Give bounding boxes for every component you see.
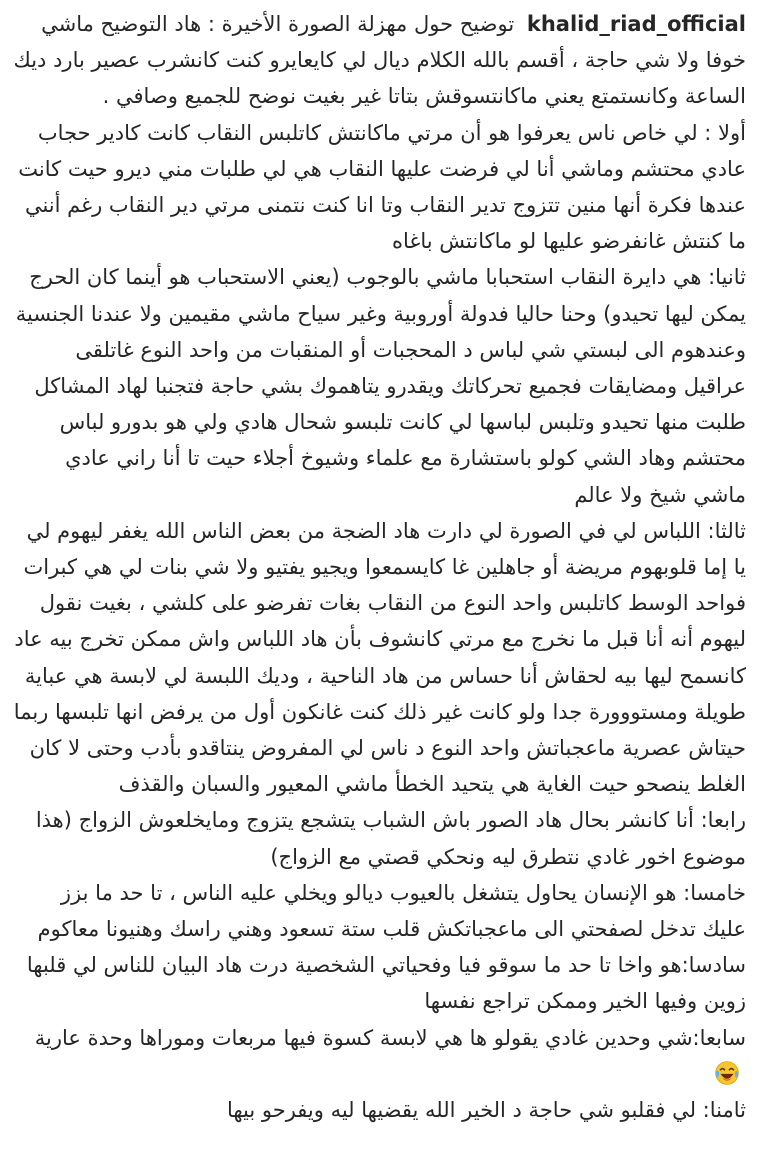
point-seventh: سابعا:شي وحدين غادي يقولو ها هي لابسة كسوة فيها مربعات وموراها وحدة عارية: [34, 1025, 746, 1050]
point-fifth: خامسا: هو الإنسان يحاول يتشغل بالعيوب ديالو ويخلي عليه الناس ، تا حد ما بزز عليك تدخل لصفحتي الى ماعجباتكش قلب ستة تسعود وهني راسك وهنيونا معاكوم: [37, 880, 746, 942]
point-second: ثانيا: هي دايرة النقاب استحبابا ماشي بالوجوب (يعني الاستحباب هو أينما كان الحرج يمكن ليها تحيدو) وحنا حاليا فدولة أوروبية وغير سياح ماشي مقيمين ولا عندنا الجنسية وعندهوم الى لبستي شي لباس د المحجبات أو المنقبات من واحد النوع غاتلقى عراقيل ومضايقات فجميع تحركاتك ويقدرو يتاهموك بشي حاجة فتجنبا لهاد المشاكل طلبت منها تحيدو وتلبس لباسها لي كانت تلبسو شحال هادي ولي هو بدورو لباس محتشم وهاد الشي كولو باستشارة مع علماء وشيوخ أجلاء حيت تا أنا راني عادي ماشي شيخ ولا عالم: [15, 265, 746, 507]
face-with-tears-of-joy-icon: [714, 1060, 740, 1086]
caption-intro: [12, 6, 746, 115]
point-fourth: رابعا: أنا كانشر بحال هاد الصور باش الشباب يتشجع يتزوج ومايخلعوش الزواج (هذا موضوع اخور غادي نتطرق ليه ونحكي قصتي مع الزواج): [35, 808, 746, 869]
intro-text: توضيح حول مهزلة الصورة الأخيرة : هاد التوضيح ماشي خوفا ولا شي حاجة ، أقسم بالله الكلام ديال لي كايعايرو كنت كانشرب عصير بارد ديك الساعة وكانستمتع يعني ماكانتسوقش بتاتا غير بغيت نوضح للجميع وصافي .: [13, 12, 746, 109]
username-link[interactable]: khalid_riad_official: [526, 12, 746, 36]
point-sixth: سادسا:هو واخا تا حد ما سوقو فيا وفحياتي الشخصية درت هاد البيان للناس لي قلبها زوين وفيها الخير وممكن تراجع نفسها: [26, 953, 746, 1014]
point-seventh-wrap: [12, 1020, 746, 1092]
point-eighth: ثامنا: لي فقلبو شي حاجة د الخير الله يقضيها ليه ويفرحو بيها: [226, 1098, 746, 1123]
point-third: ثالثا: اللباس لي في الصورة لي دارت هاد الضجة من بعض الناس الله يغفر ليهوم لي يا إما قلوبهوم مريضة أو جاهلين غا كايسمعوا ويجيو يفتيو ولا شي بنات لي هي كبرات فواحد الوسط كاتلبس واحد النوع من النقاب بغات تفرضو على كلشي ، بغيت نقول ليهوم أنه أنا قبل ما نخرج مع مرتي كانشوف بأن هاد اللباس واش ممكن تخرج بيه عاد كانسمح ليها بيه لحقاش أنا حساس من هاد الناحية ، وديك اللبسة لي لابسة هي عباية طويلة ومستووورة جدا ولو كانت غير ذلك كنت غانكون أول من يرفض انها تلبسها ربما حيتاش عصرية ماعجباتش واحد النوع د ناس لي المفروض ينتاقدو بأدب وحتى لا كان الغلط ينصحو حيت الغاية هي يتحيد الخطأ ماشي المعيور والسبان والقذف: [13, 518, 746, 797]
point-first: أولا : لي خاص ناس يعرفوا هو أن مرتي ماكانتش كاتلبس النقاب كانت كادير حجاب عادي محتشم وماشي أنا لي فرضت عليها النقاب هي لي طلبات مني ديرو حيت كانت عندها فكرة أنها منين تتزوج تدير النقاب وتا انا كنت نتمنى مرتي دير النقاب رغم أنني ما كنتش غانفرضو عليها لو ماكانتش باغاه: [18, 120, 746, 254]
